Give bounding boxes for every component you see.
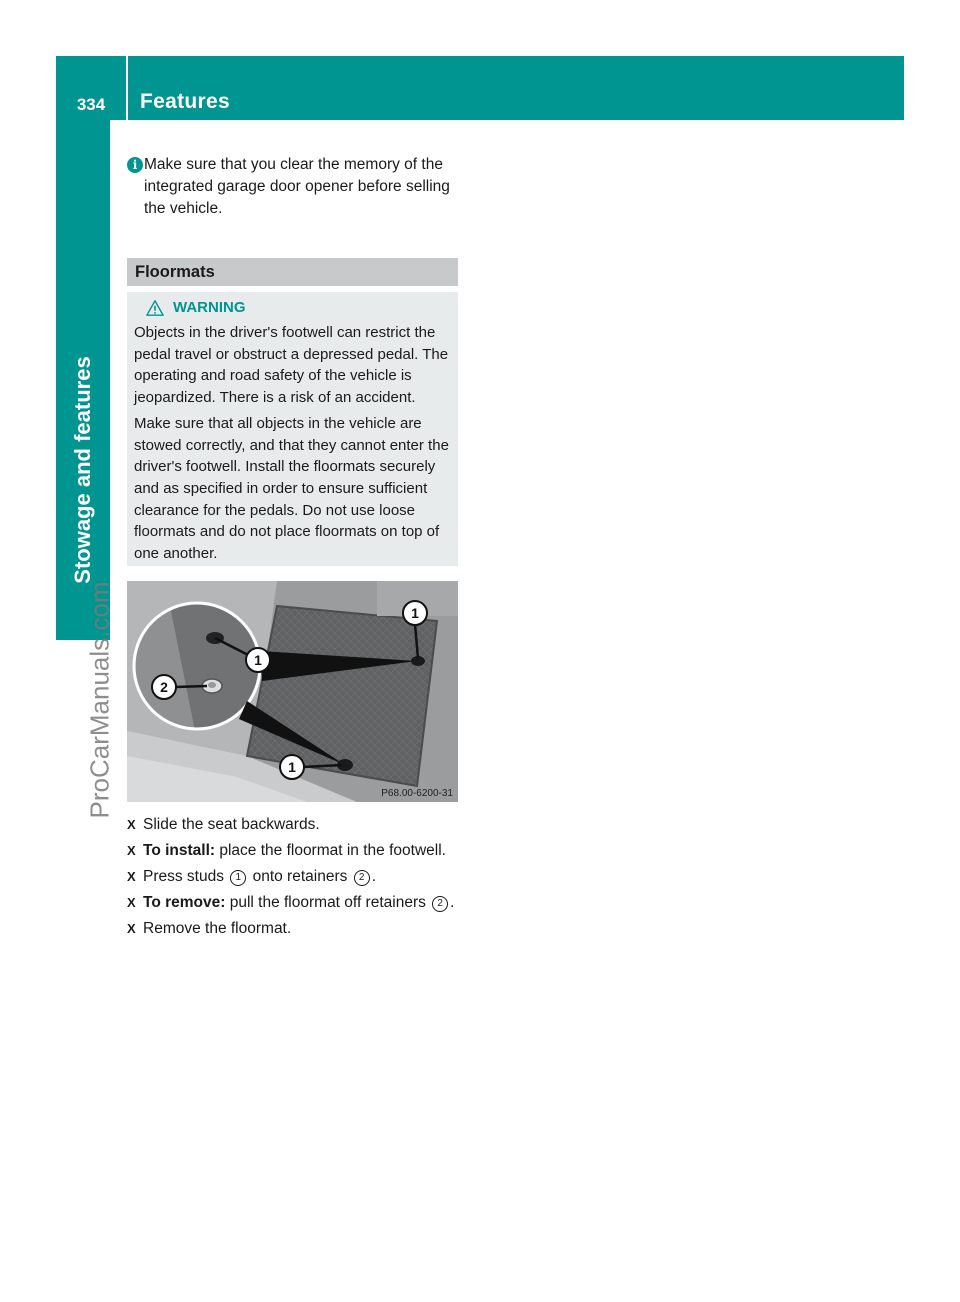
callout-badge-inset xyxy=(246,648,270,672)
step-text: pull the floormat off retainers xyxy=(225,894,431,911)
floormat-shape xyxy=(247,606,437,786)
step-text: place the floormat in the footwell. xyxy=(215,842,446,859)
callout-badge-retainer xyxy=(152,675,176,699)
step-install xyxy=(127,840,459,862)
side-tab-label: Stowage and features xyxy=(70,356,95,584)
step-press-studs xyxy=(127,866,459,888)
figure-code: P68.00-6200-31 xyxy=(381,788,453,799)
step-keyword: To install: xyxy=(143,842,216,859)
step-remove xyxy=(127,892,459,914)
info-text: Make sure that you clear the memory of the integrated garage door opener before selling the vehicle. xyxy=(144,156,450,217)
info-note xyxy=(127,154,459,220)
step-text: Slide the seat backwards. xyxy=(143,816,320,833)
step-marker-icon: X xyxy=(127,895,136,910)
step-text: Press studs xyxy=(143,868,229,885)
header-divider xyxy=(126,56,128,120)
step-marker-icon: X xyxy=(127,869,136,884)
page-number: 334 xyxy=(76,95,106,114)
section-title: Features xyxy=(140,90,230,113)
step-marker-icon: X xyxy=(127,921,136,936)
step-keyword: To remove: xyxy=(143,894,226,911)
floormat-figure xyxy=(127,581,458,802)
callout-label-bottom: 1 xyxy=(288,759,296,775)
warning-label: WARNING xyxy=(173,299,246,317)
callout-ref-2: 2 xyxy=(432,896,448,912)
step-marker-icon: X xyxy=(127,843,136,858)
warning-triangle-icon xyxy=(146,299,164,317)
detail-retainer-center xyxy=(208,682,216,688)
warning-box xyxy=(127,292,458,566)
step-text: Remove the floormat. xyxy=(143,920,292,937)
callout-ref-2: 2 xyxy=(354,870,370,886)
step-text: onto retainers xyxy=(248,868,352,885)
callout-badge-top xyxy=(403,601,427,625)
warning-head xyxy=(134,297,451,319)
step-text: . xyxy=(371,868,376,885)
callout-line-retainer xyxy=(175,686,207,687)
callout-badge-bottom xyxy=(280,755,304,779)
step-slide-seat xyxy=(127,814,459,836)
callout-label-retainer: 2 xyxy=(160,679,168,695)
callout-label-top: 1 xyxy=(411,605,419,621)
step-marker-icon: X xyxy=(127,817,136,832)
step-text: . xyxy=(450,894,455,911)
watermark: ProCarManuals.com xyxy=(84,581,115,819)
instruction-steps xyxy=(127,814,459,944)
floormats-heading: Floormats xyxy=(127,258,458,286)
callout-label-inset: 1 xyxy=(254,652,262,668)
step-remove-floormat xyxy=(127,918,459,940)
warning-paragraph-2: Make sure that all objects in the vehicle are stowed correctly, and that they cannot enter the driver's footwell. Install the floormats securely and as specified in order to ensure sufficient clearance for the pedals. Do not use loose floormats and do not place floormats on top of one another. xyxy=(134,414,449,563)
callout-ref-1: 1 xyxy=(230,870,246,886)
info-icon: i xyxy=(127,157,143,173)
warning-paragraph-1: Objects in the driver's footwell can restrict the pedal travel or obstruct a depressed pedal. The operating and road safety of the vehicle is jeopardized. There is a risk of an accident. xyxy=(134,324,449,407)
